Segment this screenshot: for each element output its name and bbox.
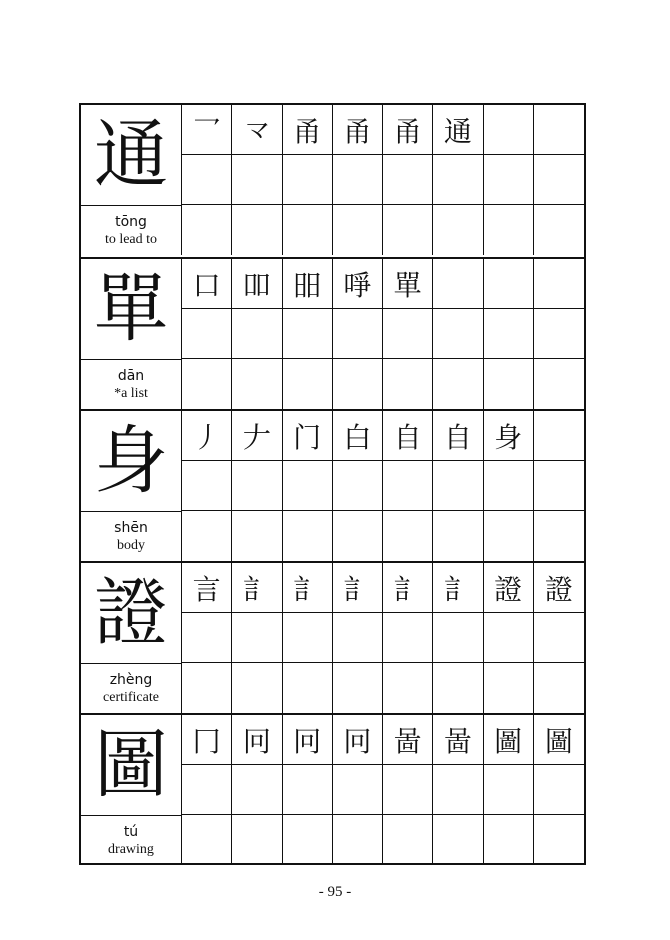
practice-cell	[433, 155, 483, 205]
practice-cell	[283, 205, 333, 255]
stroke-step	[484, 105, 534, 155]
practice-cell	[283, 461, 333, 511]
stroke-step: 圖	[484, 715, 534, 765]
practice-cell	[484, 359, 534, 409]
stroke-step: 甬	[383, 105, 433, 155]
practice-cell	[383, 765, 433, 815]
practice-cell	[182, 155, 232, 205]
stroke-step: 甬	[283, 105, 333, 155]
practice-cell	[534, 461, 584, 511]
stroke-step: 龴	[232, 105, 282, 155]
practice-cell	[383, 155, 433, 205]
stroke-grid	[181, 715, 584, 865]
stroke-step	[534, 259, 584, 309]
stroke-step: 吅	[232, 259, 282, 309]
practice-cell	[232, 461, 282, 511]
large-character: 通	[94, 112, 168, 198]
stroke-step: 自	[383, 411, 433, 461]
large-character: 證	[94, 570, 168, 656]
practice-cell	[433, 205, 483, 255]
practice-cell	[182, 613, 232, 663]
stroke-grid	[181, 563, 584, 713]
practice-cell	[534, 309, 584, 359]
meaning: to lead to	[104, 231, 158, 247]
practice-cell	[484, 765, 534, 815]
practice-cell	[333, 815, 383, 865]
practice-cell	[283, 815, 333, 865]
stroke-step: 啚	[433, 715, 483, 765]
stroke-step: 訁	[333, 563, 383, 613]
stroke-step: 甬	[333, 105, 383, 155]
stroke-step: 單	[383, 259, 433, 309]
practice-cell	[534, 155, 584, 205]
practice-sheet	[79, 103, 586, 865]
character-block-zheng	[81, 561, 584, 715]
practice-cell	[182, 205, 232, 255]
practice-cell	[182, 511, 232, 561]
stroke-step: 通	[433, 105, 483, 155]
practice-cell	[383, 613, 433, 663]
practice-cell	[433, 511, 483, 561]
stroke-step	[534, 411, 584, 461]
practice-cell	[283, 765, 333, 815]
character-label	[81, 359, 181, 409]
stroke-step: 冂	[182, 715, 232, 765]
practice-cell	[534, 815, 584, 865]
practice-cell	[484, 613, 534, 663]
stroke-step	[433, 259, 483, 309]
practice-cell	[534, 359, 584, 409]
practice-cell	[182, 815, 232, 865]
practice-cell	[333, 663, 383, 713]
practice-cell	[534, 613, 584, 663]
practice-cell	[433, 613, 483, 663]
meaning: drawing	[108, 841, 154, 857]
practice-cell	[232, 205, 282, 255]
stroke-step: 口	[182, 259, 232, 309]
practice-cell	[484, 815, 534, 865]
practice-cell	[182, 663, 232, 713]
practice-cell	[182, 461, 232, 511]
stroke-step: 證	[484, 563, 534, 613]
large-character: 圖	[94, 722, 168, 808]
stroke-step: 冋	[283, 715, 333, 765]
stroke-grid	[181, 411, 584, 561]
character-block-dan	[81, 257, 584, 411]
practice-cell	[484, 155, 534, 205]
character-block-shen	[81, 409, 584, 563]
practice-cell	[182, 359, 232, 409]
stroke-step: 訁	[232, 563, 282, 613]
pinyin: dān	[117, 367, 145, 384]
practice-cell	[433, 461, 483, 511]
practice-cell	[383, 663, 433, 713]
character-label	[81, 815, 181, 865]
stroke-grid	[181, 259, 584, 409]
practice-cell	[433, 359, 483, 409]
pinyin: tú	[123, 823, 139, 840]
stroke-step: 啚	[383, 715, 433, 765]
practice-cell	[182, 765, 232, 815]
stroke-step: 门	[283, 411, 333, 461]
practice-cell	[534, 511, 584, 561]
stroke-step: 𠲜	[333, 259, 383, 309]
practice-cell	[383, 359, 433, 409]
stroke-step: 訁	[433, 563, 483, 613]
practice-cell	[383, 815, 433, 865]
meaning: body	[117, 537, 145, 553]
practice-cell	[534, 205, 584, 255]
practice-cell	[232, 155, 282, 205]
practice-cell	[433, 663, 483, 713]
character-label	[81, 663, 181, 713]
meaning: certificate	[103, 689, 159, 705]
character-label	[81, 205, 181, 255]
practice-cell	[283, 663, 333, 713]
pinyin: zhèng	[109, 671, 153, 688]
pinyin: tōng	[115, 213, 147, 230]
stroke-step: 身	[484, 411, 534, 461]
practice-cell	[534, 765, 584, 815]
practice-cell	[333, 765, 383, 815]
practice-cell	[283, 613, 333, 663]
stroke-step: 白	[333, 411, 383, 461]
practice-cell	[232, 663, 282, 713]
practice-cell	[333, 461, 383, 511]
character-block-tu	[81, 713, 584, 867]
stroke-step: 乛	[182, 105, 232, 155]
practice-cell	[283, 359, 333, 409]
practice-cell	[232, 815, 282, 865]
stroke-step: 丿	[182, 411, 232, 461]
practice-cell	[383, 309, 433, 359]
practice-cell	[283, 511, 333, 561]
practice-cell	[383, 511, 433, 561]
practice-cell	[484, 205, 534, 255]
page-number: - 95 -	[318, 884, 352, 900]
practice-cell	[333, 511, 383, 561]
practice-cell	[333, 155, 383, 205]
practice-cell	[484, 663, 534, 713]
stroke-step: 證	[534, 563, 584, 613]
stroke-step: 冋	[333, 715, 383, 765]
stroke-step: 訁	[383, 563, 433, 613]
stroke-step: 言	[182, 563, 232, 613]
large-character: 單	[94, 266, 168, 352]
stroke-step	[484, 259, 534, 309]
character-block-tong	[81, 105, 584, 257]
practice-cell	[232, 511, 282, 561]
practice-cell	[232, 765, 282, 815]
practice-cell	[333, 613, 383, 663]
meaning: *a list	[114, 385, 148, 401]
practice-cell	[232, 613, 282, 663]
stroke-step: 訁	[283, 563, 333, 613]
practice-cell	[182, 309, 232, 359]
character-label	[81, 511, 181, 561]
practice-cell	[383, 461, 433, 511]
stroke-step: 自	[433, 411, 483, 461]
practice-cell	[534, 663, 584, 713]
practice-cell	[433, 309, 483, 359]
practice-cell	[333, 309, 383, 359]
practice-cell	[433, 765, 483, 815]
large-character: 身	[94, 418, 168, 504]
stroke-step: 昍	[283, 259, 333, 309]
practice-cell	[283, 309, 333, 359]
stroke-grid	[181, 105, 584, 255]
practice-cell	[484, 309, 534, 359]
practice-cell	[484, 461, 534, 511]
practice-cell	[333, 205, 383, 255]
practice-cell	[232, 309, 282, 359]
practice-cell	[484, 511, 534, 561]
stroke-step: 冋	[232, 715, 282, 765]
pinyin: shēn	[114, 519, 148, 536]
practice-cell	[433, 815, 483, 865]
practice-cell	[383, 205, 433, 255]
practice-cell	[232, 359, 282, 409]
practice-cell	[283, 155, 333, 205]
practice-cell	[333, 359, 383, 409]
stroke-step: 圖	[534, 715, 584, 765]
stroke-step	[534, 105, 584, 155]
stroke-step: 𠂇	[232, 411, 282, 461]
